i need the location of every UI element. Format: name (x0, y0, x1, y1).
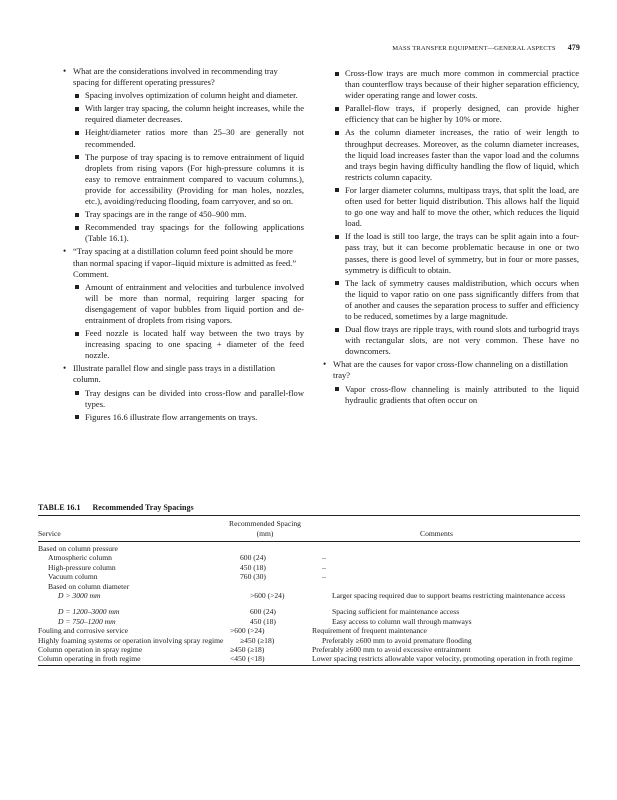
question-text: What are the causes for vapor cross-flow channeling on a distillation tray? (333, 359, 568, 381)
square-bullet-icon (335, 387, 339, 391)
table-top-rule (38, 515, 580, 516)
answer-text: Spacing involves optimization of column height and diameter. (85, 90, 298, 101)
cell-service: D = 1200–3000 mm (58, 607, 120, 617)
square-bullet-icon (75, 285, 79, 289)
cell-spacing (238, 582, 322, 591)
table-row (38, 645, 580, 654)
answer-text: Height/diameter ratios more than 25–30 are generally not recommended. (85, 127, 304, 149)
answer-item (73, 282, 304, 326)
bullet-dot-icon: • (63, 246, 67, 257)
question-item (61, 66, 304, 88)
answer-text: Dual flow trays are ripple trays, with round slots and turbogrid trays with rectangular slots, are not very common. These have no downcomers. (345, 324, 579, 357)
question-text: Illustrate parallel flow and single pass trays in a distillation column. (73, 363, 275, 385)
cell-spacing: 600 (24) (240, 553, 266, 563)
question-text: What are the considerations involved in recommending tray spacing for different operating pressures? (73, 66, 278, 88)
answer-text: If the load is still too large, the trays can be split again into a four-pass tray, but it can become problematic because in one or two passes, there is good level of symmetry, but in four or more passes, symmetry is difficult to obtain. (345, 231, 579, 275)
cell-service: Vacuum column (48, 572, 98, 582)
square-bullet-icon (335, 235, 339, 239)
answer-item (333, 185, 579, 229)
cell-comments: – (322, 562, 326, 572)
answer-text: With larger tray spacing, the column height increases, while the required diameter decreases. (85, 103, 304, 125)
square-bullet-icon (75, 131, 79, 135)
square-bullet-icon (75, 94, 79, 98)
cell-service: Atmospheric column (48, 553, 112, 563)
square-bullet-icon (335, 131, 339, 135)
table-body (38, 544, 580, 664)
answer-item (333, 231, 579, 275)
cell-spacing: ≥450 (≥18) (230, 645, 265, 655)
answer-text: Cross-flow trays are much more common in commercial practice than counterflow trays because of their higher separation efficiency, wider operating range and lower costs. (345, 68, 579, 101)
cell-service: D = 750–1200 mm (58, 616, 116, 626)
bullet-dot-icon: • (63, 363, 67, 374)
answer-text: Figures 16.6 illustrate flow arrangements on trays. (85, 411, 258, 422)
table-row (38, 626, 580, 635)
table-row (38, 572, 580, 581)
table-row (38, 607, 580, 616)
cell-spacing: ≥450 (≥18) (240, 635, 275, 645)
table-row (38, 617, 580, 626)
answer-text: Feed nozzle is located half way between the two trays by increasing spacing to one spacing + diameter of the feed nozzle. (85, 328, 304, 361)
answer-item (73, 328, 304, 361)
question-item (321, 359, 579, 381)
cell-comments: Lower spacing restricts allowable vapor velocity, promoting operation in froth regime (312, 654, 573, 664)
cell-spacing: 450 (18) (240, 562, 266, 572)
answer-item (333, 384, 579, 406)
answer-text: Tray spacings are in the range of 450–900 mm. (85, 209, 247, 220)
answer-item (73, 127, 304, 149)
column-header-comments: Comments (420, 529, 453, 538)
cell-spacing: >600 (>24) (230, 626, 265, 636)
square-bullet-icon (75, 391, 79, 395)
square-bullet-icon (75, 226, 79, 230)
answer-item (73, 90, 304, 101)
square-bullet-icon (335, 328, 339, 332)
answer-text: The purpose of tray spacing is to remove entrainment of liquid droplets from rising vapors (For high-pressure columns it is easy to remove entrainment compared to vacuum columns.), provide for accessibility (Providing for man holes, nozzles, etc.), avoiding/reducing flooding, foam carryover, and so on. (85, 151, 304, 207)
answer-item (333, 103, 579, 125)
question-text: “Tray spacing at a distillation column feed point should be more than normal spacing if vapor–liquid mixture is admitted as feed.” Comment. (73, 246, 297, 279)
column-header-service: Service (38, 529, 61, 538)
table-row (38, 553, 580, 562)
cell-comments: Preferably ≥600 mm to avoid premature flooding (322, 635, 472, 645)
table-header-rule (38, 541, 580, 542)
answer-text: As the column diameter increases, the ratio of weir length to throughput decreases. Moreover, as the column diameter increases, the liquid load increases faster than the vapor load and the columns and trays begin having difficulty handling the flow of liquid, which restricts column capacity. (345, 127, 579, 182)
answer-item (73, 222, 304, 244)
table-row (38, 654, 580, 663)
table-row (38, 591, 580, 600)
answer-text: For larger diameter columns, multipass trays, that split the load, are often used for better liquid distribution. This allows half the liquid to go one way and half to move the other, which reduces the liquid load. (345, 184, 579, 229)
table-title: Recommended Tray Spacings (92, 503, 194, 512)
cell-service: High-pressure column (48, 562, 116, 572)
square-bullet-icon (335, 281, 339, 285)
answer-text: Vapor cross-flow channeling is mainly attributed to the liquid hydraulic gradients that often occur on (345, 383, 579, 405)
table-row (38, 563, 580, 572)
cell-spacing: 600 (24) (250, 607, 276, 617)
cell-comments: – (322, 553, 326, 563)
cell-spacing: 760 (30) (240, 572, 266, 582)
question-item (61, 363, 304, 385)
bullet-dot-icon: • (323, 359, 327, 370)
cell-service: Based on column diameter (48, 581, 130, 591)
square-bullet-icon (75, 332, 79, 336)
cell-spacing (228, 544, 312, 553)
table-label: TABLE 16.1 (38, 503, 81, 512)
column-header-spacing: Recommended Spacing (mm) (229, 519, 301, 538)
table-caption (38, 503, 194, 512)
answer-text: Tray designs can be divided into cross-flow and parallel-flow types. (85, 387, 304, 409)
answer-item (333, 68, 579, 101)
square-bullet-icon (75, 213, 79, 217)
cell-comments: Easy access to column wall through manways (332, 616, 472, 626)
answer-item (73, 152, 304, 207)
cell-comments: Requirement of frequent maintenance (312, 626, 427, 636)
cell-comments (312, 544, 580, 553)
question-item (61, 246, 304, 279)
table-row (38, 636, 580, 645)
cell-service: D > 3000 mm (58, 591, 101, 601)
answer-item (73, 103, 304, 125)
answer-item (333, 127, 579, 182)
cell-spacing: 450 (18) (250, 616, 276, 626)
answer-text: Parallel-flow trays, if properly designed, can provide higher efficiency that can be higher by 10% or more. (345, 103, 579, 125)
cell-spacing: <450 (<18) (230, 654, 265, 664)
table-bottom-rule (38, 665, 580, 666)
square-bullet-icon (75, 415, 79, 419)
cell-service: Based on column pressure (38, 544, 118, 553)
square-bullet-icon (75, 107, 79, 111)
answer-item (73, 412, 304, 423)
answer-item (333, 278, 579, 322)
cell-service: Column operation in spray regime (38, 645, 143, 655)
bullet-dot-icon: • (63, 66, 67, 76)
cell-comments: Larger spacing required due to support beams restricting maintenance access (332, 591, 566, 601)
table-row (38, 544, 580, 553)
cell-comments: Preferably ≥600 mm to avoid excessive entrainment (312, 645, 471, 655)
right-column (323, 66, 579, 408)
square-bullet-icon (75, 155, 79, 159)
square-bullet-icon (335, 107, 339, 111)
cell-service: Highly foaming systems or operation involving spray regime (38, 635, 224, 645)
answer-text: Recommended tray spacings for the following applications (Table 16.1). (85, 222, 304, 244)
answer-text: The lack of symmetry causes maldistribution, which occurs when the liquid to vapor ratio on one pass significantly differs from that of another and causes the separation process to suffer and efficiency to be reduced, sometimes by a large magnitude. (345, 277, 579, 321)
square-bullet-icon (335, 72, 339, 76)
running-header (330, 43, 580, 52)
running-title: MASS TRANSFER EQUIPMENT—GENERAL ASPECTS (392, 45, 556, 52)
answer-item (333, 324, 579, 357)
page-number: 479 (567, 43, 580, 52)
table-row (38, 582, 580, 591)
cell-service: Fouling and corrosive service (38, 626, 129, 636)
cell-spacing: >600 (>24) (250, 591, 285, 601)
cell-comments: – (322, 572, 326, 582)
answer-item (73, 388, 304, 410)
answer-text: Amount of entrainment and velocities and turbulence involved will be more than normal, requiring larger spacing for disengagement of vapor bubbles from liquid portion and de-entrainment of droplets from rising vapors. (85, 281, 304, 325)
square-bullet-icon (335, 188, 339, 192)
left-column (61, 66, 304, 425)
cell-service: Column operating in froth regime (38, 654, 141, 664)
cell-comments: Spacing sufficient for maintenance access (332, 607, 460, 617)
cell-comments (322, 582, 590, 591)
answer-item (73, 209, 304, 220)
